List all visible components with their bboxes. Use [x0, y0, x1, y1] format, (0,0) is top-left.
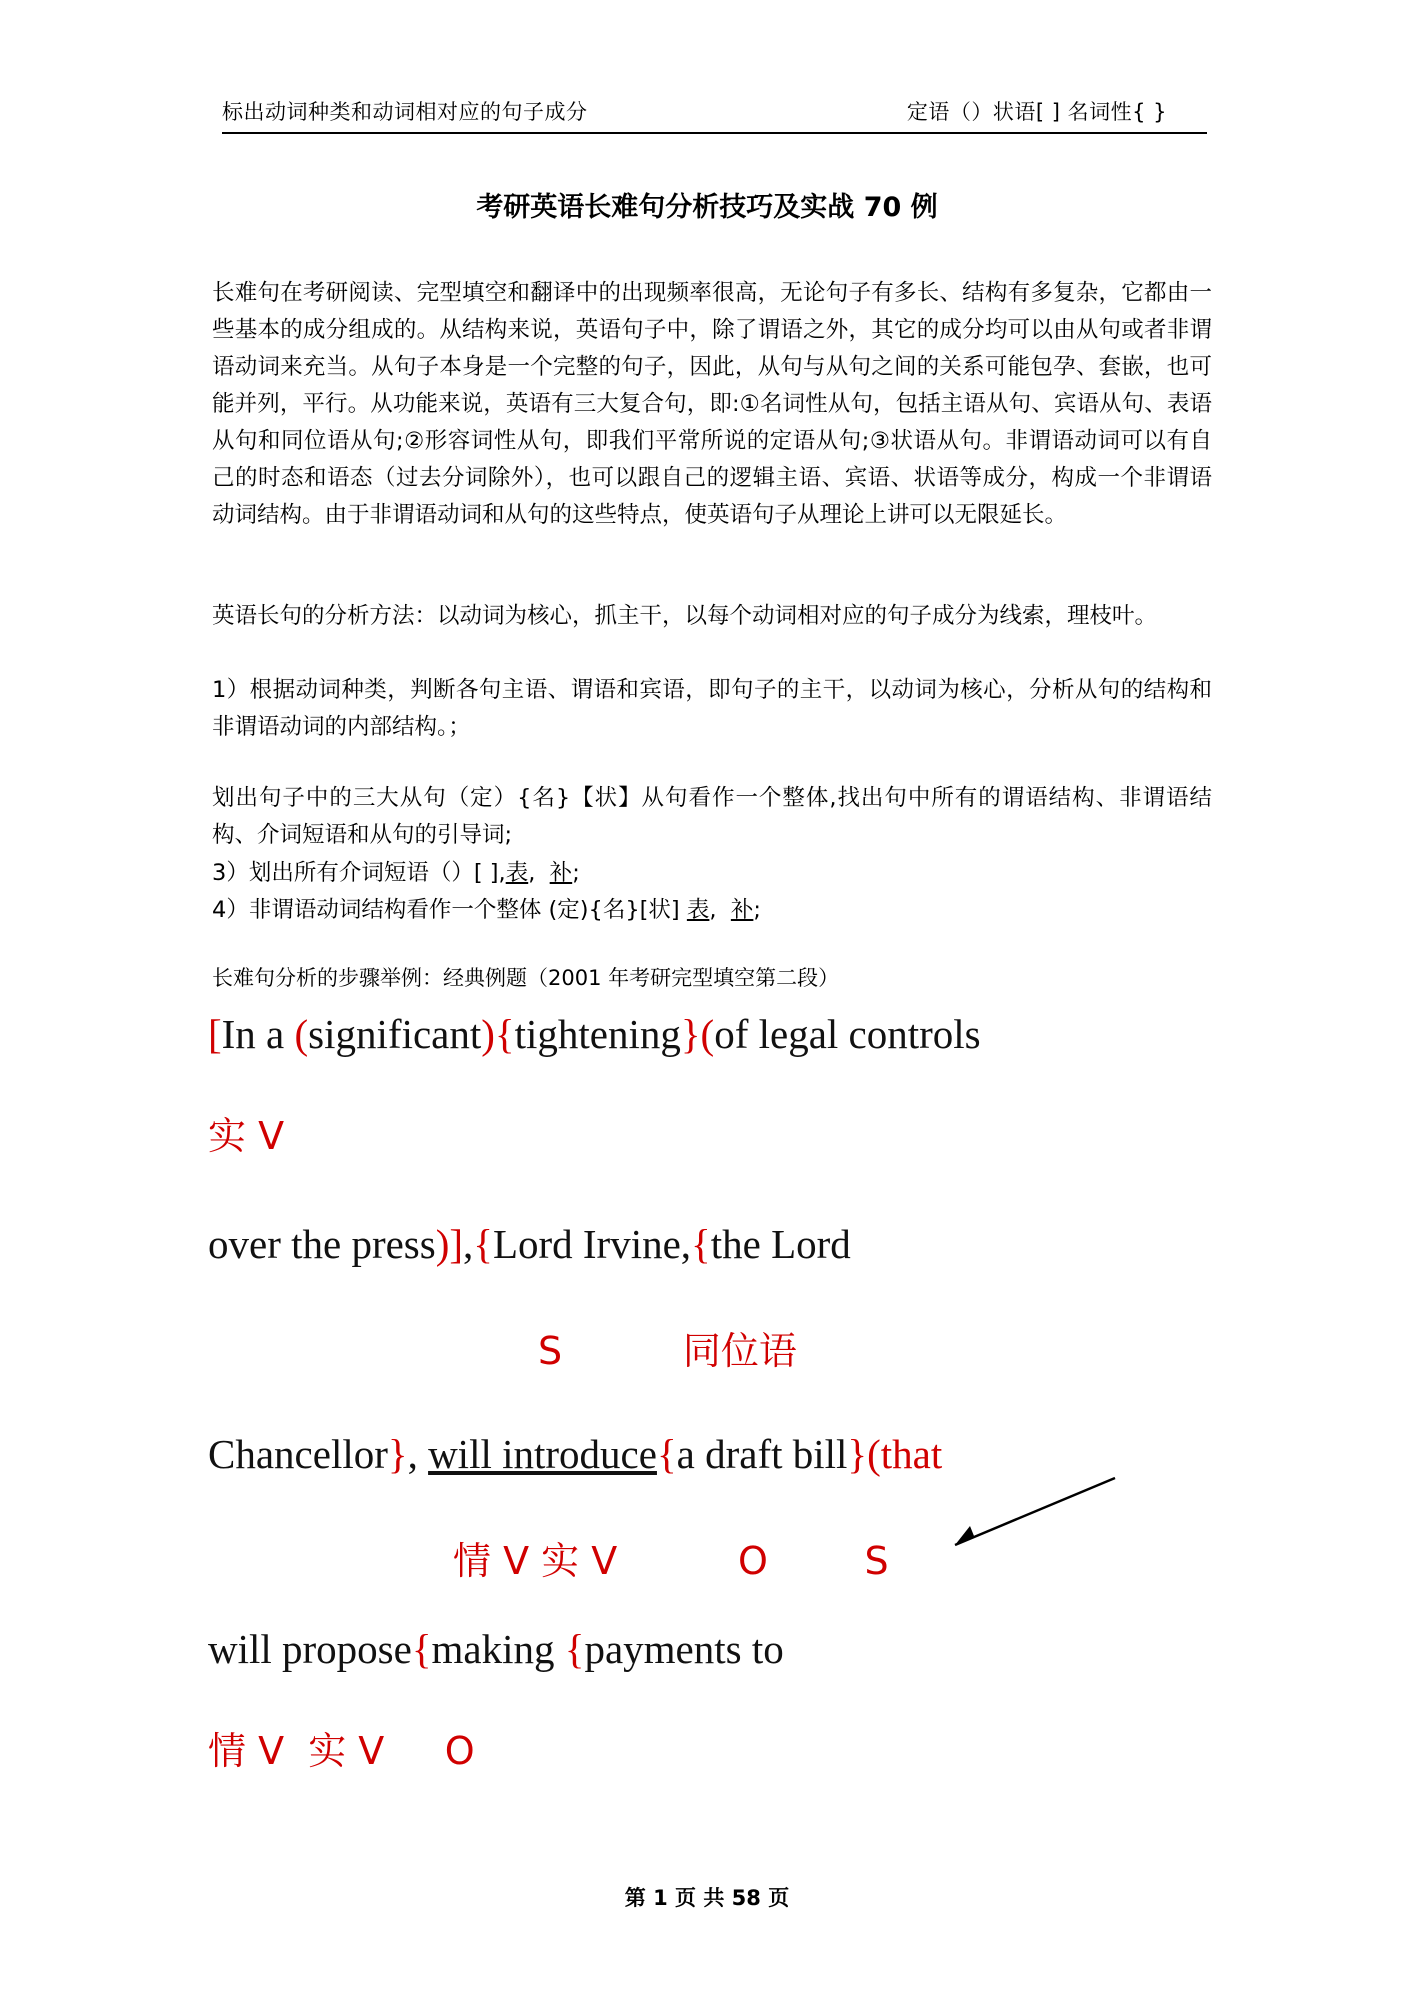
analysis-predicate-underlined: will introduce: [428, 1431, 657, 1477]
analysis-text-4b: making: [431, 1626, 565, 1672]
bracket-open-square: [: [208, 1011, 222, 1057]
paragraph-intro: 长难句在考研阅读、完型填空和翻译中的出现频率很高，无论句子有多长、结构有多复杂，它都由一些基本的成分组成的。从结构来说，英语句子中，除了谓语之外，其它的成分均可以由从句或者非谓语动词来充当。从句子本身是一个完整的句子，因此，从句与从句之间的关系可能包孕、套嵌，也可能并列，平行。从功能来说，英语有三大复合句，即:①名词性从句，包括主语从句、宾语从句、表语从句和同位语从句;②形容词性从句，即我们平常所说的定语从句;③状语从句。非谓语动词可以有自己的时态和语态（过去分词除外），也可以跟自己的逻辑主语、宾语、状语等成分，构成一个非谓语动词结构。由于非谓语动词和从句的这些特点，使英语句子从理论上讲可以无限延长。: [212, 280, 1212, 528]
step-3-suffix: ;: [572, 860, 580, 886]
analysis-text-3b: a draft bill: [676, 1431, 848, 1477]
brace-open-1: {: [494, 1011, 515, 1057]
page-title: 考研英语长难句分析技巧及实战 70 例: [476, 192, 938, 223]
brace-open-2: {: [473, 1221, 493, 1267]
analysis-text-2a: over the press: [208, 1221, 436, 1267]
brace-open-3: {: [691, 1221, 711, 1267]
brace-open-4: {: [656, 1431, 677, 1477]
analysis-line-1: [208, 1010, 1268, 1058]
step-3-underline-1: 表: [505, 860, 529, 886]
paren-close-1: ): [481, 1011, 495, 1057]
paren-open-3: (: [867, 1431, 881, 1477]
step-4-underline-1: 表: [686, 897, 710, 923]
analysis-text-2b: Lord Irvine,: [492, 1221, 692, 1267]
footer-mid: 页 共: [675, 1886, 725, 1910]
header-right-text: 定语（）状语[ ] 名词性{ }: [906, 100, 1167, 124]
paragraph-method: 英语长句的分析方法：以动词为核心，抓主干，以每个动词相对应的句子成分为线索，理枝叶。: [212, 603, 1158, 629]
analysis-text-3c: that: [880, 1431, 943, 1477]
footer-suffix: 页: [768, 1886, 790, 1910]
page-footer: [0, 1882, 1414, 1912]
analysis-text-1a: In a: [221, 1011, 295, 1057]
header-left-text: 标出动词种类和动词相对应的句子成分: [222, 100, 588, 124]
paragraph-step-2: 划出句子中的三大从句（定）{名}【状】从句看作一个整体,找出句中所有的谓语结构、非谓语结构、介词短语和从句的引导词;: [212, 785, 1212, 848]
paragraph-step-1: 1）根据动词种类，判断各句主语、谓语和宾语，即句子的主干，以动词为核心，分析从句的结构和非谓语动词的内部结构。；: [212, 677, 1212, 740]
reference-arrow-icon: [930, 1470, 1130, 1560]
paren-open-2: (: [700, 1011, 715, 1057]
step-4-suffix: ;: [753, 897, 761, 923]
footer-page-number: 1: [653, 1886, 668, 1910]
analysis-marks-2: S 同位语: [538, 1329, 797, 1373]
paragraph-step-3: [212, 855, 1212, 892]
brace-close-2: }: [387, 1431, 408, 1477]
footer-prefix: 第: [624, 1886, 646, 1910]
analysis-text-3a: Chancellor: [208, 1431, 388, 1477]
step-4-mid: ,: [709, 897, 717, 923]
step-3-mid: ,: [528, 860, 536, 886]
analysis-text-2c: the Lord: [710, 1221, 851, 1267]
analysis-comma-3: ,: [407, 1431, 429, 1477]
step-4-prefix: 4）非谓语动词结构看作一个整体 (定){名}[状]: [212, 897, 680, 923]
brace-close-3: }: [847, 1431, 868, 1477]
close-paren-bracket: )]: [435, 1221, 464, 1267]
step-3-underline-2: 补: [549, 860, 573, 886]
brace-close-1: }: [680, 1011, 701, 1057]
analysis-line-2: [208, 1220, 1268, 1268]
step-4-underline-2: 补: [730, 897, 754, 923]
analysis-text-1c: tightening: [514, 1011, 681, 1057]
step-3-prefix: 3）划出所有介词短语（）[ ],: [212, 860, 506, 886]
analysis-marks-1: 实 V: [208, 1114, 285, 1158]
analysis-text-4c: payments to: [584, 1626, 784, 1672]
brace-open-5: {: [411, 1626, 432, 1672]
header-divider: [222, 132, 1207, 134]
analysis-line-4: [208, 1625, 1268, 1673]
footer-total-pages: 58: [731, 1886, 761, 1910]
analysis-text-1d: of legal controls: [714, 1011, 981, 1057]
analysis-marks-3: 情 V 实 V O S: [453, 1539, 889, 1583]
analysis-comma-2: ,: [463, 1221, 474, 1267]
analysis-text-1b: significant: [308, 1011, 482, 1057]
paren-open-1: (: [294, 1011, 309, 1057]
analysis-marks-4: 情 V 实 V O: [208, 1729, 475, 1773]
paragraph-example-label: 长难句分析的步骤举例：经典例题（2001 年考研完型填空第二段）: [212, 966, 840, 990]
analysis-text-4a: will propose: [208, 1626, 412, 1672]
page-header: [222, 96, 1207, 126]
brace-open-6: {: [564, 1626, 585, 1672]
paragraph-step-4: [212, 892, 1212, 929]
